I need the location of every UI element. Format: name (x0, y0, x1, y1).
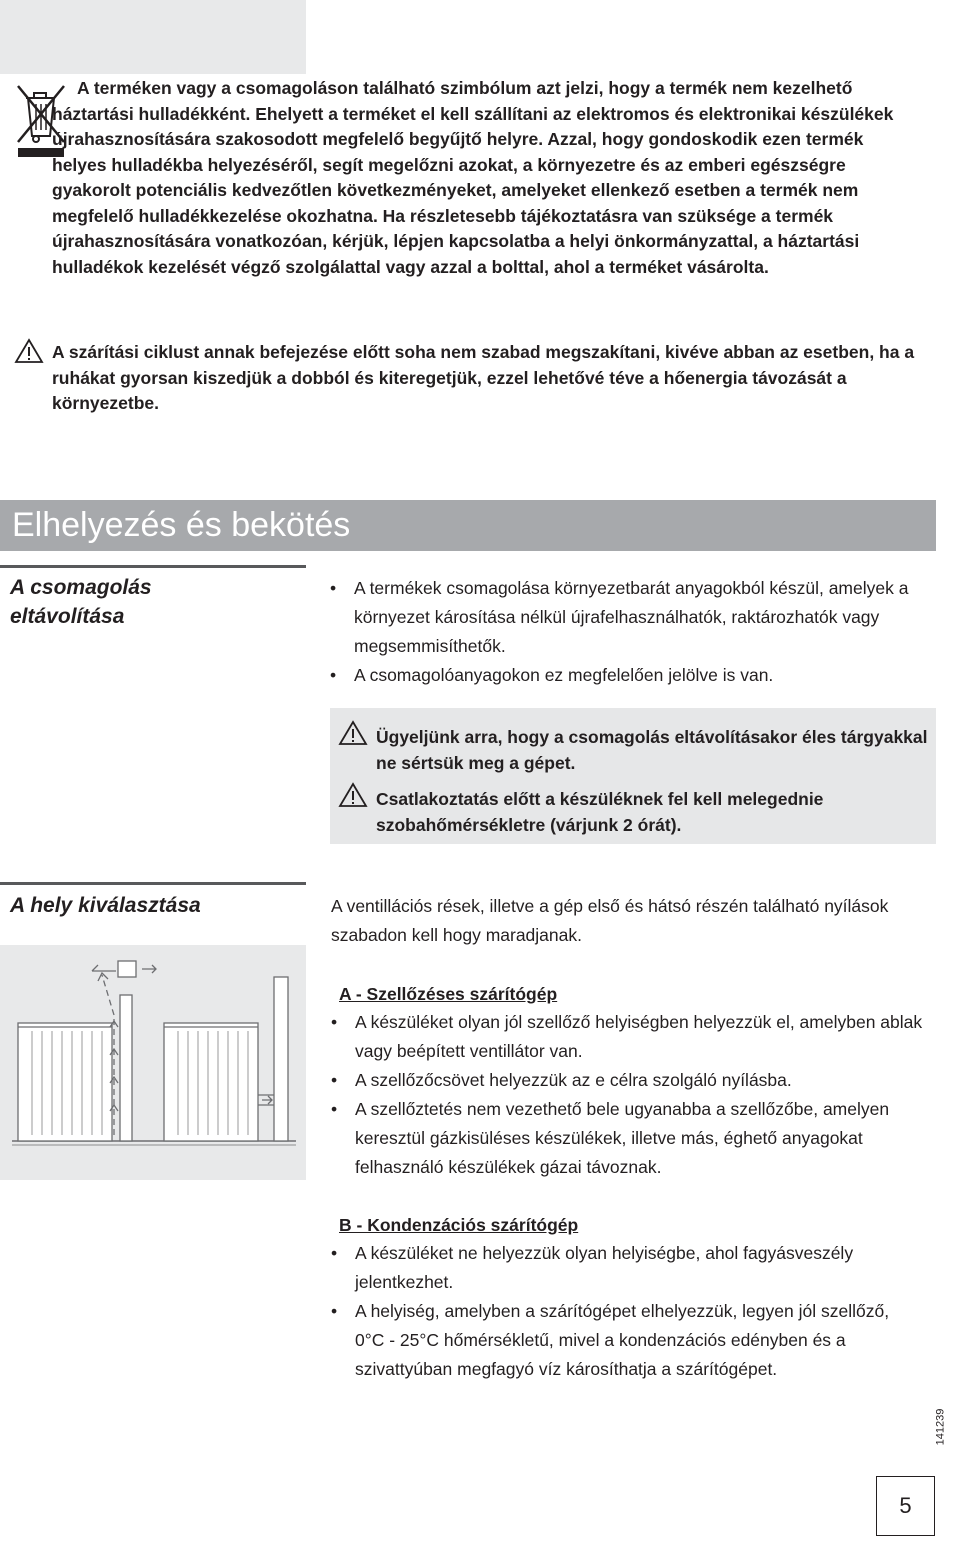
warning-triangle-icon (14, 338, 44, 369)
sidebar-rule (0, 882, 306, 885)
list-item: • A helyiség, amelyben a szárítógépet elhelyezzük, legyen jól szellőző, 0°C - 25°C hőmérsékletű, mivel a kondenzációs edényben és a szivattyúban megfagyó víz károsíthatja a szárítógépet. (331, 1297, 911, 1384)
packaging-warning-text: Ügyeljünk arra, hogy a csomagolás eltávolításakor éles tárgyakkal ne sértsük meg a gépet. (376, 727, 928, 773)
section-title: Elhelyezés és bekötés (12, 506, 351, 544)
list-item: • A szellőztetés nem vezethető bele ugyanabba a szellőzőbe, amelyen keresztül gázkisüléses készülékek, illetve más, éghető anyagokat felhasználó készülékek gázai távoznak. (331, 1095, 931, 1182)
packaging-heading-line2: eltávolítása (10, 605, 125, 628)
packaging-bullet-list (330, 574, 930, 690)
condenser-dryer-bullet-list (331, 1239, 911, 1384)
document-code (934, 1405, 958, 1455)
warning-triangle-icon (338, 782, 368, 813)
location-heading: A hely kiválasztása (10, 894, 201, 917)
vented-dryer-bullet-list (331, 1008, 931, 1182)
list-item: • A csomagolóanyagokon ez megfelelően jelölve is van. (330, 661, 930, 690)
dryer-warning-text: A szárítási ciklust annak befejezése előtt soha nem szabad megszakítani, kivéve abban az esetben, ha a ruhákat gyorsan kiszedjük a dobból és kiteregetjük, ezzel lehetővé téve a hőenergia távozását a környezetbe. (52, 342, 915, 413)
vented-dryer-placement-illustration (6, 955, 302, 1173)
weee-notice-text: A terméken vagy a csomagoláson található szimbólum azt jelzi, hogy a termék nem kezelhető háztartási hulladékként. Ehelyett a terméket el kell szállítani az elektromos és elektronikai készülékek újrahasznosítására szakosodott megfelelő begyűjtő helyre. Azzal, hogy gondoskodik ezen termék helyes hulladékba helyezéséről, segít megelőzni azokat, a környezetre és az emberi egészségre gyakorolt potenciális kedvezőtlen következményeket, amelyeket ellenkező esetben a termék nem megfelelő hulladékkezelése okozhatna. Ha részletesebb tájékoztatásra van szüksége a termék újrahasznosítására vonatkozóan, kérjük, lépjen kapcsolatba a helyi önkormányzattal, a háztartási hulladékok kezelését végző szolgálattal vagy azzal a bolttal, ahol a terméket vásárolta. (52, 78, 894, 277)
packaging-heading (10, 573, 152, 631)
packaging-heading-line1: A csomagolás (10, 576, 152, 599)
page-number: 5 (876, 1476, 935, 1536)
packaging-warning-text: Csatlakoztatás előtt a készüléknek fel kell melegednie szobahőmérsékletre (várjunk 2 órát). (376, 789, 824, 835)
condenser-dryer-heading: B - Kondenzációs szárítógép (339, 1215, 579, 1235)
document-code-text: 141239 (934, 1408, 947, 1446)
list-item: • A készüléket ne helyezzük olyan helyiségbe, ahol fagyásveszély jelentkezhet. (331, 1239, 911, 1297)
location-intro: A ventillációs rések, illetve a gép első és hátsó részén található nyílások szabadon kell hogy maradjanak. (331, 896, 889, 945)
sidebar-rule (0, 565, 306, 568)
warning-triangle-icon (338, 720, 368, 751)
list-item: • A termékek csomagolása környezetbarát anyagokból készül, amelyek a környezet károsítása nélkül újrafelhasználhatók, raktározhatók vagy megsemmisíthetők. (330, 574, 930, 661)
list-item: • A szellőzőcsövet helyezzük az e célra szolgáló nyílásba. (331, 1066, 931, 1095)
list-item: • A készüléket olyan jól szellőző helyiségben helyezzük el, amelyben ablak vagy beépített ventillátor van. (331, 1008, 931, 1066)
vented-dryer-heading: A - Szellőzéses szárítógép (339, 984, 558, 1004)
